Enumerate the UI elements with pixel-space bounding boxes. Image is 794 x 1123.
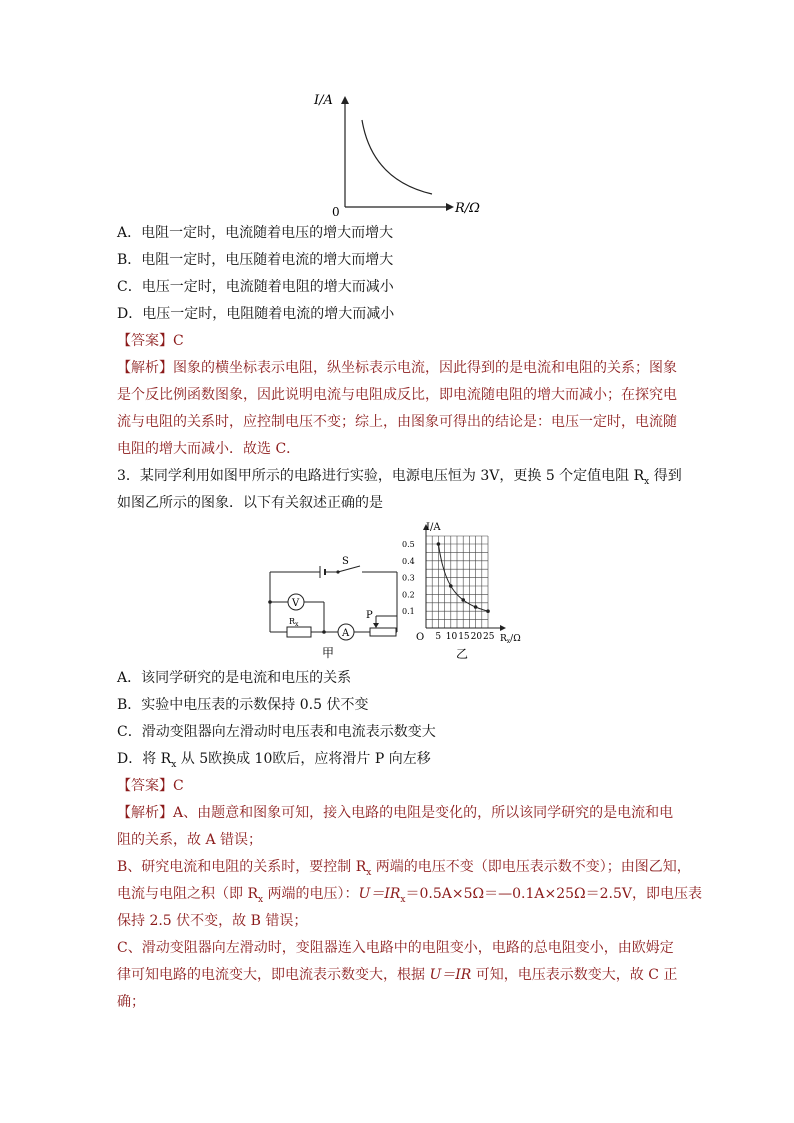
x-tick-label: 10 [445,632,458,642]
resistor-label: $R_x$ [289,617,299,628]
y-tick-label: 0.4 [402,556,415,566]
q2-answer-tag: 【答案】 [117,333,173,349]
data-point [461,598,465,602]
voltmeter-label: V [292,598,300,609]
ammeter-label: A [342,628,350,639]
switch-label: S [342,556,349,567]
x-tick-label: 5 [435,632,442,642]
graph-xlabel: $R_x/\Omega$ [500,634,521,645]
q3-analysis-c-2: 律可知电路的电流变大，即电流表示数变大，根据 U＝IR 可知，电压表示数变大，故 C 正 [117,967,678,983]
x-axis-arrow [500,625,506,631]
q3-analysis-c-1: C、滑动变阻器向左滑动时，变阻器连入电路中的电阻变小，电路的总电阻变小，由欧姆定 [117,940,674,956]
y-tick-label: 0.2 [402,590,415,600]
slider-label: P [366,610,373,621]
q2-answer [117,331,184,351]
graph-origin: O [416,632,425,643]
graph-ylabel: I/A [426,522,441,533]
q2-option-b: B．电阻一定时，电压随着电流的增大而增大 [117,252,394,268]
q2-option-c: C．电压一定时，电流随着电阻的增大而减小 [117,279,394,295]
x-tick-label: 20 [470,632,483,642]
y-tick-label: 0.1 [402,607,415,617]
fig1-xlabel: R/Ω [455,201,480,216]
x-tick-label: 15 [458,632,470,642]
figure-i-r-curve [310,88,490,220]
fig1-origin: 0 [332,205,340,219]
q3-option-d: D．将 $R_x$ 从 5欧换成 10欧后，应将滑片 P 向左移 [117,751,431,770]
circuit-diagram [262,552,412,662]
q3-analysis-c-3: 确； [117,994,145,1010]
q2-analysis-tag: 【解析】 [117,360,173,376]
q3-analysis-b-1: B、研究电流和电阻的关系时，要控制 $R_x$ 两端的电压不变（即电压表示数不变）；由图乙知， [117,859,691,878]
q3-stem-line-1: 3．某同学利用如图甲所示的电路进行实验，电源电压恒为 3V，更换 5 个定值电阻 $R_x$ 得到 [117,468,682,487]
y-tick-label: 0.3 [402,573,415,583]
fig1-ylabel: I/A [314,93,333,108]
q2-option-d: D．电压一定时，电阻随着电流的增大而减小 [117,306,395,322]
q3-stem-line-2: 如图乙所示的图象．以下有关叙述正确的是 [117,495,383,511]
data-point [437,542,441,546]
graph-caption: 乙 [456,647,469,660]
q3-answer-value: C [173,778,184,794]
q3-answer [117,776,184,796]
resistor-rx [287,627,311,637]
data-point [486,609,490,613]
q2-analysis-line-4: 电阻的增大而减小．故选 C． [117,441,301,457]
q3-option-b: B．实验中电压表的示数保持 0.5 伏不变 [117,697,369,713]
data-point [474,605,478,609]
q2-option-a: A．电阻一定时，电流随着电压的增大而增大 [117,225,394,241]
q3-option-a: A．该同学研究的是电流和电压的关系 [117,670,352,686]
q2-analysis-line-3: 流与电阻的关系时，应控制电压不变；综上，由图象可得出的结论是：电压一定时，电流随 [117,414,677,430]
q3-analysis-a-2: 阻的关系，故 A 错误； [117,832,263,848]
q3-option-c: C．滑动变阻器向左滑动时电压表和电流表示数变大 [117,724,436,740]
graph-i-rx [400,520,540,660]
q3-analysis-tag: 【解析】 [117,805,173,821]
q3-analysis-a-1: 【解析】A、由题意和图象可知，接入电路的电阻是变化的，所以该同学研究的是电流和电 [117,805,674,821]
data-point [449,584,453,588]
q3-analysis-b-2: 电流与电阻之积（即 $R_x$ 两端的电压）：$U=IR_x=0.5A\times 5\Omega=—0.1A\times 25\Omega=2.5V$，即电压表 [117,886,703,905]
q2-analysis-line-2: 是个反比例函数图象，因此说明电流与电阻成反比，即电流随电阻的增大而减小；在探究电 [117,387,677,403]
q2-analysis-line-1: 【解析】图象的横坐标表示电阻，纵坐标表示电流，因此得到的是电流和电阻的关系；图象 [117,360,677,376]
y-tick-label: 0.5 [402,540,415,549]
q3-analysis-b-3: 保持 2.5 伏不变，故 B 错误； [117,913,308,929]
circuit-caption: 甲 [322,646,335,660]
q2-answer-value: C [173,333,184,349]
rheostat [370,628,396,636]
q3-answer-tag: 【答案】 [117,778,173,794]
x-tick-label: 25 [483,632,495,642]
